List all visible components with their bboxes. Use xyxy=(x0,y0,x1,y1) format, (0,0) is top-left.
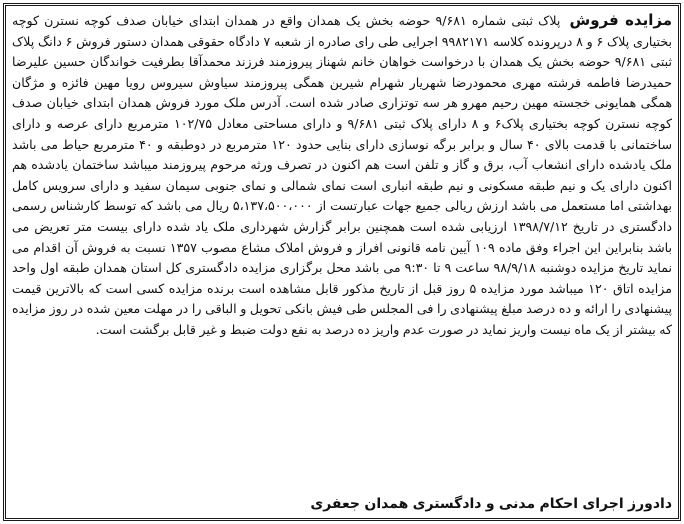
legal-notice-frame xyxy=(3,3,681,521)
notice-body: پلاک ثبتی شماره ۹/۶۸۱ حوضه بخش یک همدان واقع در همدان ابتدای خیابان صدف کوچه نسترن کوچه بختیاری پلاک ۶ و ۸ درپرونده کلاسه ۹۹۸۲۱۷۱ اجرایی طی رای صادره از شعبه ۷ دادگاه حقوقی همدان دستور فروش ۶ دانگ پلاک ثبتی ۹/۶۸۱ حوضه بخش یک همدان با درخواست خواهان خانم شهناز پیروزمند فرزند محمدآقا بطرفیت خواندگان حسین علیرضا حمیدرضا فاطمه فرشته مهری محمودرضا شهریار شهرام شیرین همگی پیروزمند سیاوش سیروس رویا مهین فائزه و مژگان همگی همایونی خجسته مهین رحیم مهرو هر سه توتزاری صادر شده است. آدرس ملک مورد فروش همدان ابتدای خیابان صدف کوچه نسترن کوچه بختیاری پلاک۶ و ۸ دارای پلاک ثبتی ۹/۶۸۱ و دارای مساحتی معادل ۱۰۲/۷۵ مترمربع دارای عرصه و دارای ساختمانی با قدمت بالای ۴۰ سال و برابر برگه نوسازی دارای بنایی حدود ۱۲۰ مترمربع در دوطبقه و ۴۰ مترمربع حیاط می باشد ملک یادشده دارای انشعاب آب، برق و گاز و تلفن است هم اکنون در تصرف ورثه مرحوم پیروزمند میباشد ساختمان یادشده هم اکنون دارای یک و نیم طبقه مسکونی و نیم طبقه انباری است نمای شمالی و نمای جنوبی سیمان سفید و دارای سرویس کامل بهداشتی اما مستعمل می باشد ارزش ریالی جمیع جهات عبارتست از ۵،۱۳۷،۵۰۰،۰۰۰ ریال می باشد که توسط کارشناس رسمی دادگستری در تاریخ ۱۳۹۸/۷/۱۲ ارزیابی شده است همچنین برابر گزارش شهرداری ملک یاد شده دارای بیست متر تعریض می باشد بنابراین این اجراء وفق ماده ۱۰۹ آیین نامه قانونی افراز و فروش املاک مشاع مصوب ۱۳۵۷ نسبت به فروش آن اقدام می نماید تاریخ مزایده دوشنبه ۹۸/۹/۱۸ ساعت ۹ تا ۹:۳۰ می باشد محل برگزاری مزایده دادگستری کل استان همدان طبقه اول واحد مزایده اتاق ۱۲۰ میباشد مورد مزایده ۵ روز قبل از تاریخ مذکور قابل مشاهده است برنده مزایده کسی است که بالاترین قیمت پیشنهادی را ارائه و ده درصد مبلغ پیشنهادی را فی المجلس طی فیش بانکی تحویل و الباقی را در مهلت معین شده در روز مزایده که بیشتر از یک ماه نیست واریز نماید در صورت عدم واریز ده درصد به نفع دولت ضبط و غیر قابل برگشت است. xyxy=(12,13,673,337)
notice-signature: دادورز اجرای احکام مدنی و دادگستری همدان جعفری xyxy=(310,496,672,513)
legal-notice xyxy=(12,10,672,514)
notice-title: مزایده فروش xyxy=(569,11,672,29)
